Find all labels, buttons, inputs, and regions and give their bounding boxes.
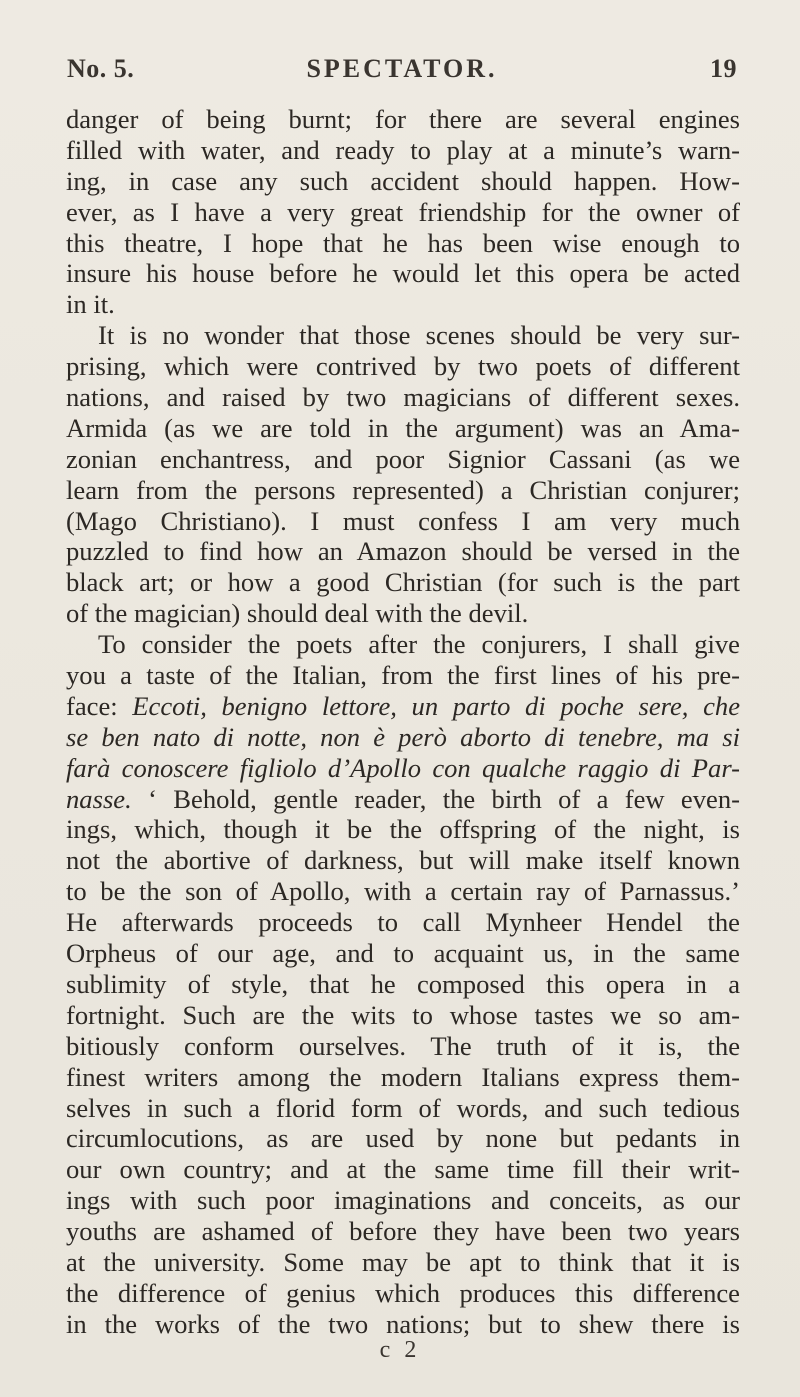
text-line [66, 598, 740, 629]
text-line [66, 784, 740, 815]
text-line [66, 907, 740, 938]
line-text: danger of being burnt; for there are several engines [66, 104, 740, 134]
body-text [66, 104, 740, 1340]
text-line [66, 382, 740, 413]
line-text: face: [66, 690, 133, 721]
text-line [66, 351, 740, 382]
text-line [66, 166, 740, 197]
text-line [66, 1185, 740, 1216]
line-text: fortnight. Such are the wits to whose tastes we so am- [66, 999, 740, 1030]
text-line [66, 938, 740, 969]
line-text: ing, in case any such accident should happen. How- [66, 165, 740, 196]
text-line [66, 197, 740, 228]
text-line [66, 753, 740, 784]
line-text: bitiously conform ourselves. The truth of it is, the [66, 1030, 740, 1061]
text-line [66, 1123, 740, 1154]
line-text: (Mago Christiano). I must confess I am very much [66, 505, 740, 536]
italic-text: farà conoscere figliolo d’Apollo con qualche raggio di Par- [66, 752, 740, 783]
line-text: insure his house before he would let this opera be acted [66, 258, 740, 289]
line-text: at the university. Some may be apt to think that it is [66, 1246, 740, 1277]
text-line [66, 629, 740, 660]
line-text: circumlocutions, as are used by none but pedants in [66, 1123, 740, 1154]
text-line [66, 228, 740, 259]
line-text: ings, which, though it be the offspring of the night, is [66, 814, 740, 845]
text-line [66, 814, 740, 845]
line-text: It is no wonder that those scenes should be very sur- [98, 320, 740, 351]
line-text: this theatre, I hope that he has been wise enough to [66, 227, 740, 258]
page-number: 19 [710, 54, 737, 83]
line-text: not the abortive of darkness, but will make itself known [66, 845, 740, 876]
text-line [66, 135, 740, 166]
text-line [66, 289, 740, 320]
text-line [66, 1309, 740, 1340]
italic-text: se ben nato di notte, non è però aborto di tenebre, ma si [66, 721, 740, 752]
line-text: the difference of genius which produces this difference [66, 1277, 740, 1308]
line-text: Orpheus of our age, and to acquaint us, in the same [66, 938, 740, 969]
text-line [66, 1000, 740, 1031]
line-text: learn from the persons represented) a Christian conjurer; [66, 474, 740, 505]
text-line [66, 845, 740, 876]
signature-mark: c 2 [379, 1337, 421, 1363]
text-line [66, 876, 740, 907]
line-text: in the works of the two nations; but to shew there is [66, 1308, 740, 1339]
line-text: of the magician) should deal with the devil. [66, 598, 529, 629]
text-line [66, 475, 740, 506]
line-text: finest writers among the modern Italians express them- [66, 1061, 740, 1092]
issue-number: No. 5. [67, 54, 135, 83]
italic-text: nasse. [66, 783, 132, 814]
text-line [66, 1062, 740, 1093]
text-line [66, 1216, 740, 1247]
line-text: prising, which were contrived by two poets of different [66, 351, 740, 382]
text-line [66, 536, 740, 567]
line-text: youths are ashamed of before they have been two years [66, 1216, 740, 1247]
line-text: zonian enchantress, and poor Signior Cassani (as we [66, 443, 740, 474]
line-text: in it. [66, 289, 115, 320]
text-line [66, 1278, 740, 1309]
text-line [66, 104, 740, 135]
line-text: our own country; and at the same time fill their writ- [66, 1154, 740, 1185]
line-text: selves in such a florid form of words, and such tedious [66, 1092, 740, 1123]
running-head [67, 54, 737, 88]
text-line [66, 506, 740, 537]
text-line [66, 691, 740, 722]
line-text: to be the son of Apollo, with a certain ray of Parnassus.’ [66, 876, 740, 907]
text-line [66, 567, 740, 598]
italic-text: Eccoti, benigno lettore, un parto di poche sere, che [132, 690, 740, 721]
line-text: you a taste of the Italian, from the first lines of his pre- [66, 660, 740, 691]
line-text: ings with such poor imaginations and conceits, as our [66, 1185, 740, 1216]
line-text: ‘ Behold, gentle reader, the birth of a few even- [131, 783, 740, 814]
text-line [66, 722, 740, 753]
text-line [66, 660, 740, 691]
text-line [66, 1093, 740, 1124]
text-line [66, 320, 740, 351]
text-line [66, 1031, 740, 1062]
text-line [66, 258, 740, 289]
line-text: sublimity of style, that he composed this opera in a [66, 968, 740, 999]
line-text: ever, as I have a very great friendship for the owner of [66, 196, 740, 227]
line-text: Armida (as we are told in the argument) was an Ama- [66, 412, 740, 443]
line-text: He afterwards proceeds to call Mynheer Hendel the [66, 907, 740, 938]
line-text: puzzled to find how an Amazon should be versed in the [66, 536, 740, 567]
line-text: nations, and raised by two magicians of different sexes. [66, 382, 740, 413]
line-text: To consider the poets after the conjurers, I shall give [98, 629, 740, 660]
line-text: filled with water, and ready to play at a minute’s warn- [66, 134, 740, 165]
running-title: SPECTATOR. [306, 54, 498, 83]
text-line [66, 413, 740, 444]
line-text: black art; or how a good Christian (for such is the part [66, 567, 740, 598]
text-line [66, 1154, 740, 1185]
text-line [66, 1247, 740, 1278]
text-line [66, 969, 740, 1000]
text-line [66, 444, 740, 475]
